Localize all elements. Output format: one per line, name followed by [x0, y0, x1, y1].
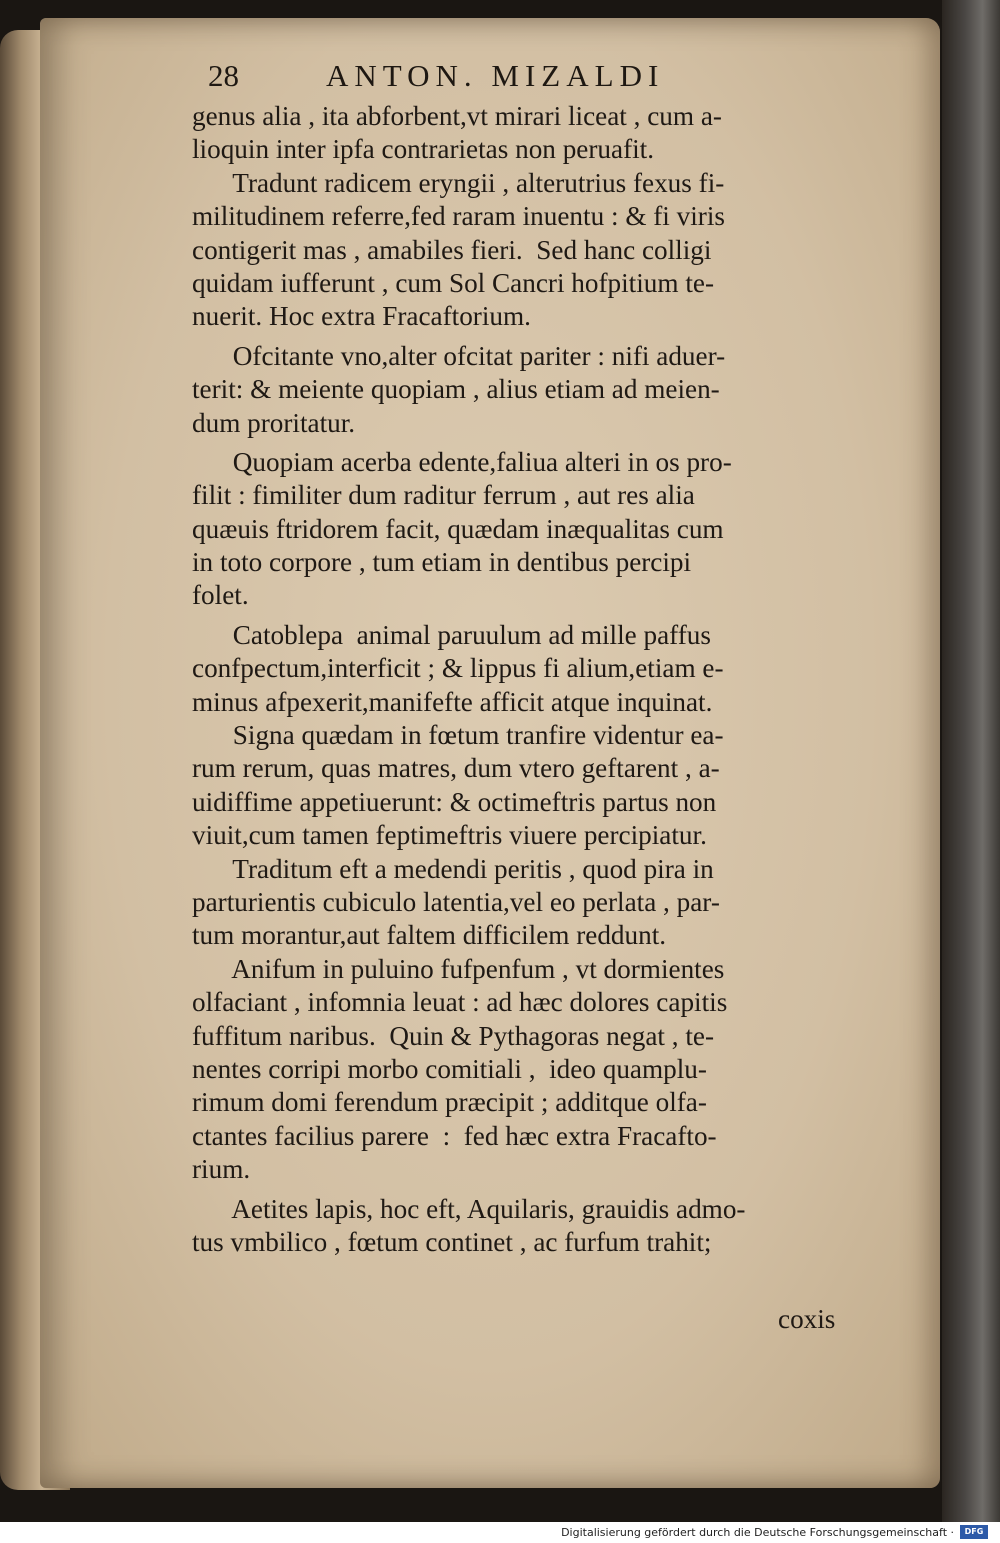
text-line: ctantes facilius parere : fed hæc extra Fracafto- — [192, 1120, 717, 1151]
digitization-footer — [0, 1522, 1000, 1543]
catchword: coxis — [778, 1304, 836, 1334]
text-line: Ofcitante vno,alter ofcitat pariter : nifi aduer- — [192, 340, 726, 371]
text-line: militudinem referre,fed raram inuentu : & fi viris — [192, 201, 725, 232]
text-line: tum morantur,aut faltem difficilem reddunt. — [192, 920, 667, 951]
text-line: lioquin inter ipfa contrarietas non peruafit. — [192, 134, 655, 165]
text-line: genus alia , ita abforbent,vt mirari liceat , cum a- — [192, 101, 722, 131]
text-line: Tradunt radicem eryngii , alterutrius fexus fi- — [192, 167, 725, 198]
page-number: 28 — [208, 58, 239, 93]
text-line: Catoblepa animal paruulum ad mille paffus — [192, 619, 711, 650]
text-line: Signa quædam in fœtum tranfire videntur ea- — [192, 720, 724, 751]
text-line: contigerit mas , amabiles fieri. Sed hanc colligi — [192, 234, 712, 265]
text-line: terit: & meiente quopiam , alius etiam ad meien- — [192, 374, 720, 405]
text-line: minus afpexerit,manifefte afficit atque inquinat. — [192, 686, 713, 717]
body-text — [192, 100, 868, 1259]
text-line: uidiffime appetiuerunt: & octimeftris partus non — [192, 786, 717, 817]
text-line: in toto corpore , tum etiam in dentibus percipi — [192, 547, 692, 578]
text-line: folet. — [192, 580, 249, 611]
text-line: nentes corripi morbo comitiali , ideo quamplu- — [192, 1053, 707, 1084]
dfg-logo: DFG — [960, 1525, 988, 1539]
text-line: quæuis ftridorem facit, quædam inæqualitas cum — [192, 513, 724, 544]
text-line: Traditum eft a medendi peritis , quod pira in — [192, 853, 714, 884]
text-line: fuffitum naribus. Quin & Pythagoras negat , te- — [192, 1020, 715, 1051]
text-line: Quopiam acerba edente,faliua alteri in os pro- — [192, 446, 732, 477]
text-line: rum rerum, quas matres, dum vtero geftarent , a- — [192, 753, 720, 784]
text-line: parturientis cubiculo latentia,vel eo perlata , par- — [192, 886, 720, 917]
text-line: nuerit. Hoc extra Fracaftorium. — [192, 301, 531, 332]
page-header — [208, 58, 768, 98]
text-line: rimum domi ferendum præcipit ; additque olfa- — [192, 1087, 707, 1118]
text-line: viuit,cum tamen feptimeftris viuere percipiatur. — [192, 820, 707, 851]
text-line: Aetites lapis, hoc eft, Aquilaris, grauidis admo- — [192, 1193, 746, 1224]
text-line: filit : fimiliter dum raditur ferrum , aut res alia — [192, 480, 695, 511]
book-cover-edge — [942, 0, 1000, 1522]
text-line: Anifum in puluino fufpenfum , vt dormientes — [192, 953, 725, 984]
text-line: dum proritatur. — [192, 407, 356, 438]
text-line: rium. — [192, 1154, 251, 1185]
text-line: olfaciant , infomnia leuat : ad hæc dolores capitis — [192, 987, 728, 1018]
text-line: tus vmbilico , fœtum continet , ac furfum trahit; — [192, 1226, 712, 1257]
text-line: quidam iufferunt , cum Sol Cancri hofpitium te- — [192, 267, 715, 298]
funding-credit: Digitalisierung gefördert durch die Deutsche Forschungsgemeinschaft · — [561, 1526, 954, 1539]
running-head: ANTON. MIZALDI — [326, 58, 665, 93]
text-line: confpectum,interficit ; & lippus fi alium,etiam e- — [192, 653, 724, 684]
